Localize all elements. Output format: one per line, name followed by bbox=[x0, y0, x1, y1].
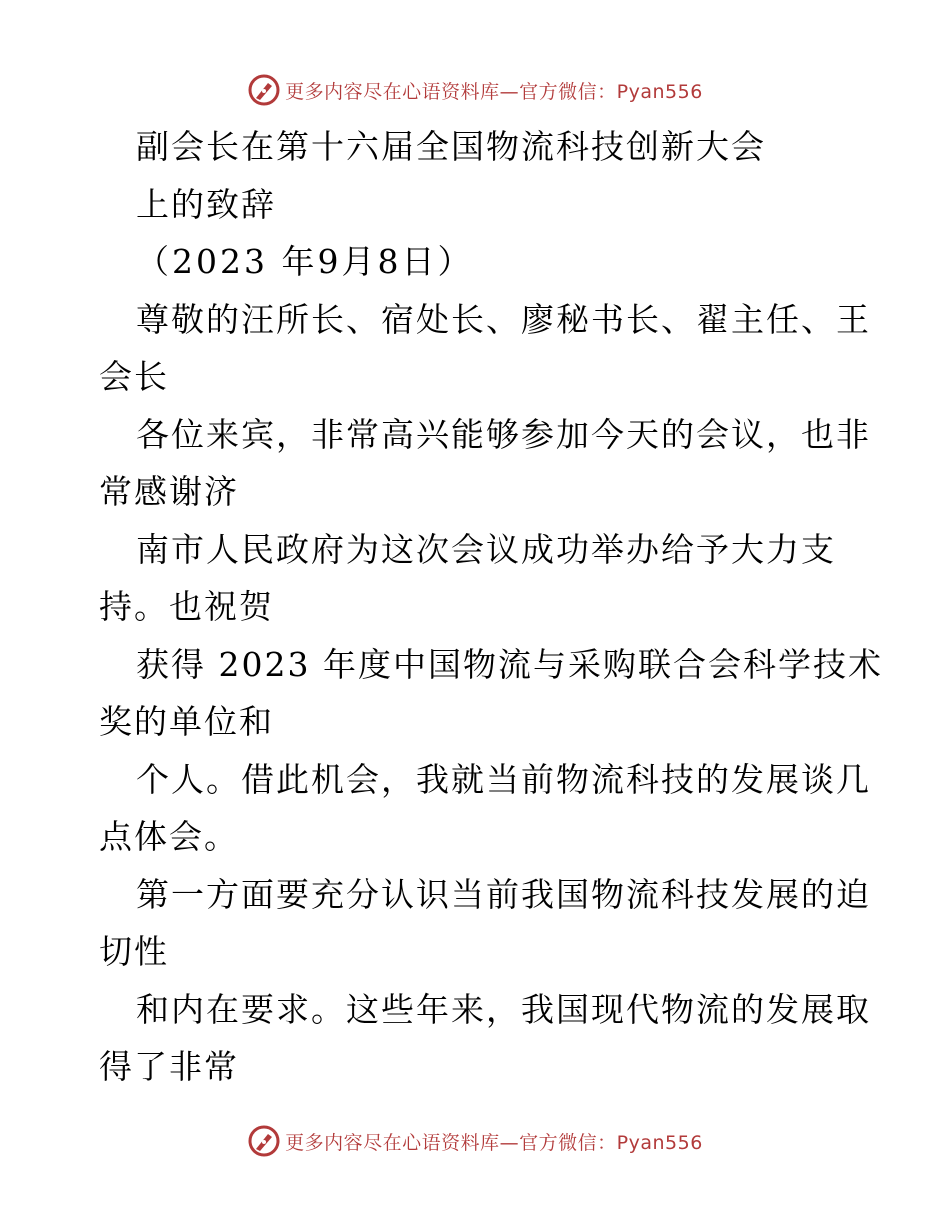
paragraph-line: 奖的单位和 bbox=[99, 702, 274, 741]
paragraph-line: 各位来宾，非常高兴能够参加今天的会议，也非 bbox=[136, 414, 871, 454]
paragraph-line: 个人。借此机会，我就当前物流科技的发展谈几 bbox=[136, 759, 871, 799]
title-line-2: 上的致辞 bbox=[136, 184, 276, 224]
paragraph-line: 常感谢济 bbox=[99, 472, 239, 511]
paragraph-line: 尊敬的汪所长、宿处长、廖秘书长、翟主任、王 bbox=[136, 299, 871, 339]
paragraph-line: 持。也祝贺 bbox=[99, 587, 274, 626]
paragraph-line: 和内在要求。这些年来，我国现代物流的发展取 bbox=[136, 989, 871, 1029]
paragraph-line: 获得 2023 年度中国物流与采购联合会科学技术 bbox=[136, 644, 883, 684]
watermark-text: 更多内容尽在心语资料库—官方微信：Pyan556 bbox=[285, 1131, 703, 1154]
watermark-text: 更多内容尽在心语资料库—官方微信：Pyan556 bbox=[285, 80, 703, 103]
paragraph-line: 切性 bbox=[99, 932, 169, 971]
paragraph-line: 点体会。 bbox=[99, 817, 239, 856]
date-line: （2023 年9月8日） bbox=[136, 242, 474, 281]
title-line-1: 副会长在第十六届全国物流科技创新大会 bbox=[136, 127, 766, 166]
paragraph-line: 得了非常 bbox=[99, 1047, 239, 1086]
watermark-banner-bottom bbox=[0, 1121, 950, 1161]
pen-nib-circle-icon bbox=[247, 1124, 281, 1158]
document-body bbox=[99, 118, 883, 1096]
paragraph-line: 第一方面要充分认识当前我国物流科技发展的迫 bbox=[136, 874, 871, 914]
paragraph-line: 南市人民政府为这次会议成功举办给予大力支 bbox=[136, 529, 836, 569]
paragraph-line: 会长 bbox=[99, 357, 169, 396]
watermark-banner-top bbox=[0, 70, 950, 110]
pen-nib-circle-icon bbox=[247, 73, 281, 107]
